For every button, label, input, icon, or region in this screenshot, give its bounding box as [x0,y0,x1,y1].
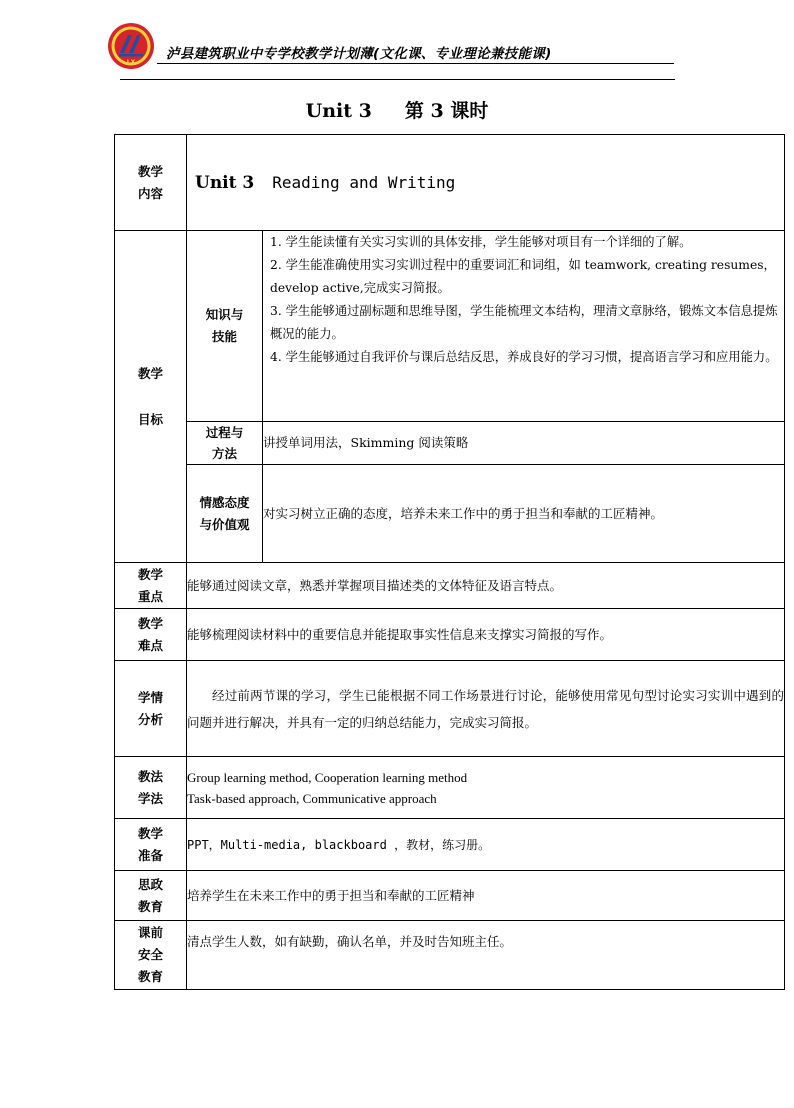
process-text: 讲授单词用法，Skimming 阅读策略 [263,422,785,465]
header-rule [157,63,674,64]
unit-topic: Reading and Writing [272,172,456,192]
unit-number: Unit 3 [195,172,255,193]
lesson-plan-table [114,134,785,990]
ideology-text: 培养学生在未来工作中的勇于担当和奉献的工匠精神 [187,871,785,921]
knowledge-item: 3. 学生能够通过副标题和思维导图，学生能梳理文本结构，理清文章脉络，锻炼文本信息提炼概况的能力。 [270,304,778,341]
objectives-label: 教学 目标 [115,231,187,563]
difficulties-row [115,609,785,661]
knowledge-item: 4. 学生能够通过自我评价与课后总结反思，养成良好的学习习惯，提高语言学习和应用能力。 [270,350,778,364]
objectives-attitude-row [115,465,785,563]
difficulties-label: 教学 难点 [115,609,187,661]
content-cell [187,135,785,231]
methods-line: Task-based approach, Communicative approach [187,790,437,806]
ideology-row [115,871,785,921]
methods-label: 教法 学法 [115,757,187,819]
key-points-row [115,563,785,609]
analysis-row [115,661,785,757]
knowledge-cell [263,231,785,422]
ideology-label: 思政 教育 [115,871,187,921]
difficulties-text: 能够梳理阅读材料中的重要信息并能提取事实性信息来支撑实习简报的写作。 [187,609,785,661]
key-points-text: 能够通过阅读文章，熟悉并掌握项目描述类的文体特征及语言特点。 [187,563,785,609]
preparation-text: PPT，Multi-media, blackboard ，教材，练习册。 [187,819,785,871]
process-label: 过程与 方法 [187,422,263,465]
safety-label: 课前 安全 教育 [115,921,187,990]
methods-line: Group learning method, Cooperation learning method [187,769,468,785]
school-logo [107,22,155,70]
analysis-label: 学情 分析 [115,661,187,757]
content-row [115,135,785,231]
preparation-label: 教学 准备 [115,819,187,871]
header-rule-lower [120,79,675,80]
objectives-process-row [115,422,785,465]
safety-text: 清点学生人数，如有缺勤，确认名单，并及时告知班主任。 [187,921,785,990]
lesson-title: Unit 3 第 3 课时 [305,100,489,122]
logo-text: LX [126,59,136,66]
safety-row [115,921,785,990]
objectives-knowledge-row [115,231,785,422]
methods-row [115,757,785,819]
analysis-text: 经过前两节课的学习，学生已能根据不同工作场景进行讨论，能够使用常见句型讨论实习实训中遇到的问题并进行解决，并具有一定的归纳总结能力，完成实习简报。 [187,661,785,757]
attitude-label: 情感态度 与价值观 [187,465,263,563]
school-plan-title: 泸县建筑职业中专学校教学计划薄(文化课、专业理论兼技能课) [166,46,552,62]
methods-cell [187,757,785,819]
knowledge-item: 1. 学生能读懂有关实习实训的具体安排，学生能够对项目有一个详细的了解。 [270,235,692,249]
knowledge-label: 知识与 技能 [187,231,263,422]
attitude-text: 对实习树立正确的态度，培养未来工作中的勇于担当和奉献的工匠精神。 [263,465,785,563]
key-points-label: 教学 重点 [115,563,187,609]
content-label: 教学 内容 [115,135,187,231]
preparation-row [115,819,785,871]
knowledge-item: 2. 学生能准确使用实习实训过程中的重要词汇和词组，如 teamwork, creating resumes， develop active,完成实习简报。 [270,258,776,295]
